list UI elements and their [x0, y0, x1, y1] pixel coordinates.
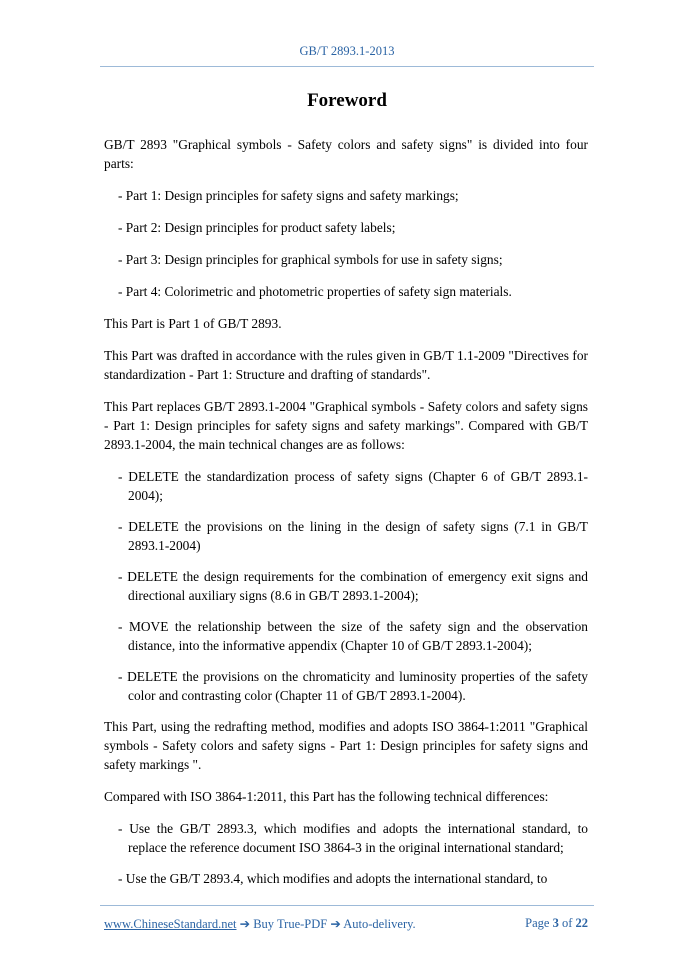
replaces-paragraph: This Part replaces GB/T 2893.1-2004 "Graphical symbols - Safety colors and safety signs - Part 1: Design principles for safety signs and safety markings". Compared with GB/T 2893.1-2004, the main technical changes are as follows:: [104, 399, 588, 452]
page-current: 3: [552, 916, 559, 930]
list-item: - Part 1: Design principles for safety signs and safety markings;: [118, 188, 459, 203]
list-item: - DELETE the provisions on the lining in the design of safety signs (7.1 in GB/T 2893.1-2004): [118, 519, 588, 553]
list-item: - Use the GB/T 2893.3, which modifies and adopts the international standard, to replace the reference document ISO 3864-3 in the original international standard;: [118, 821, 588, 855]
page-footer: [104, 916, 588, 932]
list-item: - DELETE the design requirements for the combination of emergency exit signs and directional auxiliary signs (8.6 in GB/T 2893.1-2004);: [118, 569, 588, 603]
page-total: 22: [575, 916, 588, 930]
page-title: Foreword: [307, 90, 387, 111]
page-label: Page: [525, 916, 550, 930]
list-item: - DELETE the provisions on the chromaticity and luminosity properties of the safety color and contrasting color (Chapter 11 of GB/T 2893.1-2004).: [118, 669, 588, 703]
document-body: [104, 135, 588, 900]
compared-paragraph: Compared with ISO 3864-1:2011, this Part has the following technical differences:: [104, 789, 549, 804]
site-link[interactable]: www.ChineseStandard.net: [104, 917, 237, 931]
page-of: of: [561, 916, 573, 930]
promo-text: ➔ Buy True-PDF ➔ Auto-delivery.: [239, 917, 416, 931]
footer-divider: [100, 905, 594, 906]
header-divider: [100, 66, 594, 67]
this-part-paragraph: This Part is Part 1 of GB/T 2893.: [104, 316, 282, 331]
list-item: - Use the GB/T 2893.4, which modifies and adopts the international standard, to: [118, 871, 548, 886]
redrafting-paragraph: This Part, using the redrafting method, modifies and adopts ISO 3864-1:2011 "Graphical symbols - Safety colors and safety signs - Part 1: Design principles for safety signs and safety markings ".: [104, 719, 588, 772]
running-header: GB/T 2893.1-2013: [299, 44, 395, 58]
list-item: - MOVE the relationship between the size of the safety sign and the observation distance, into the informative appendix (Chapter 10 of GB/T 2893.1-2004);: [118, 619, 588, 653]
intro-paragraph: GB/T 2893 "Graphical symbols - Safety colors and safety signs" is divided into four parts:: [104, 137, 588, 171]
page-number: [525, 916, 588, 931]
list-item: - Part 3: Design principles for graphical symbols for use in safety signs;: [118, 252, 503, 267]
drafted-paragraph: This Part was drafted in accordance with the rules given in GB/T 1.1-2009 "Directives for standardization - Part 1: Structure and drafting of standards".: [104, 348, 588, 382]
list-item: - Part 4: Colorimetric and photometric properties of safety sign materials.: [118, 284, 512, 299]
list-item: - Part 2: Design principles for product safety labels;: [118, 220, 396, 235]
list-item: - DELETE the standardization process of safety signs (Chapter 6 of GB/T 2893.1-2004);: [118, 469, 588, 503]
